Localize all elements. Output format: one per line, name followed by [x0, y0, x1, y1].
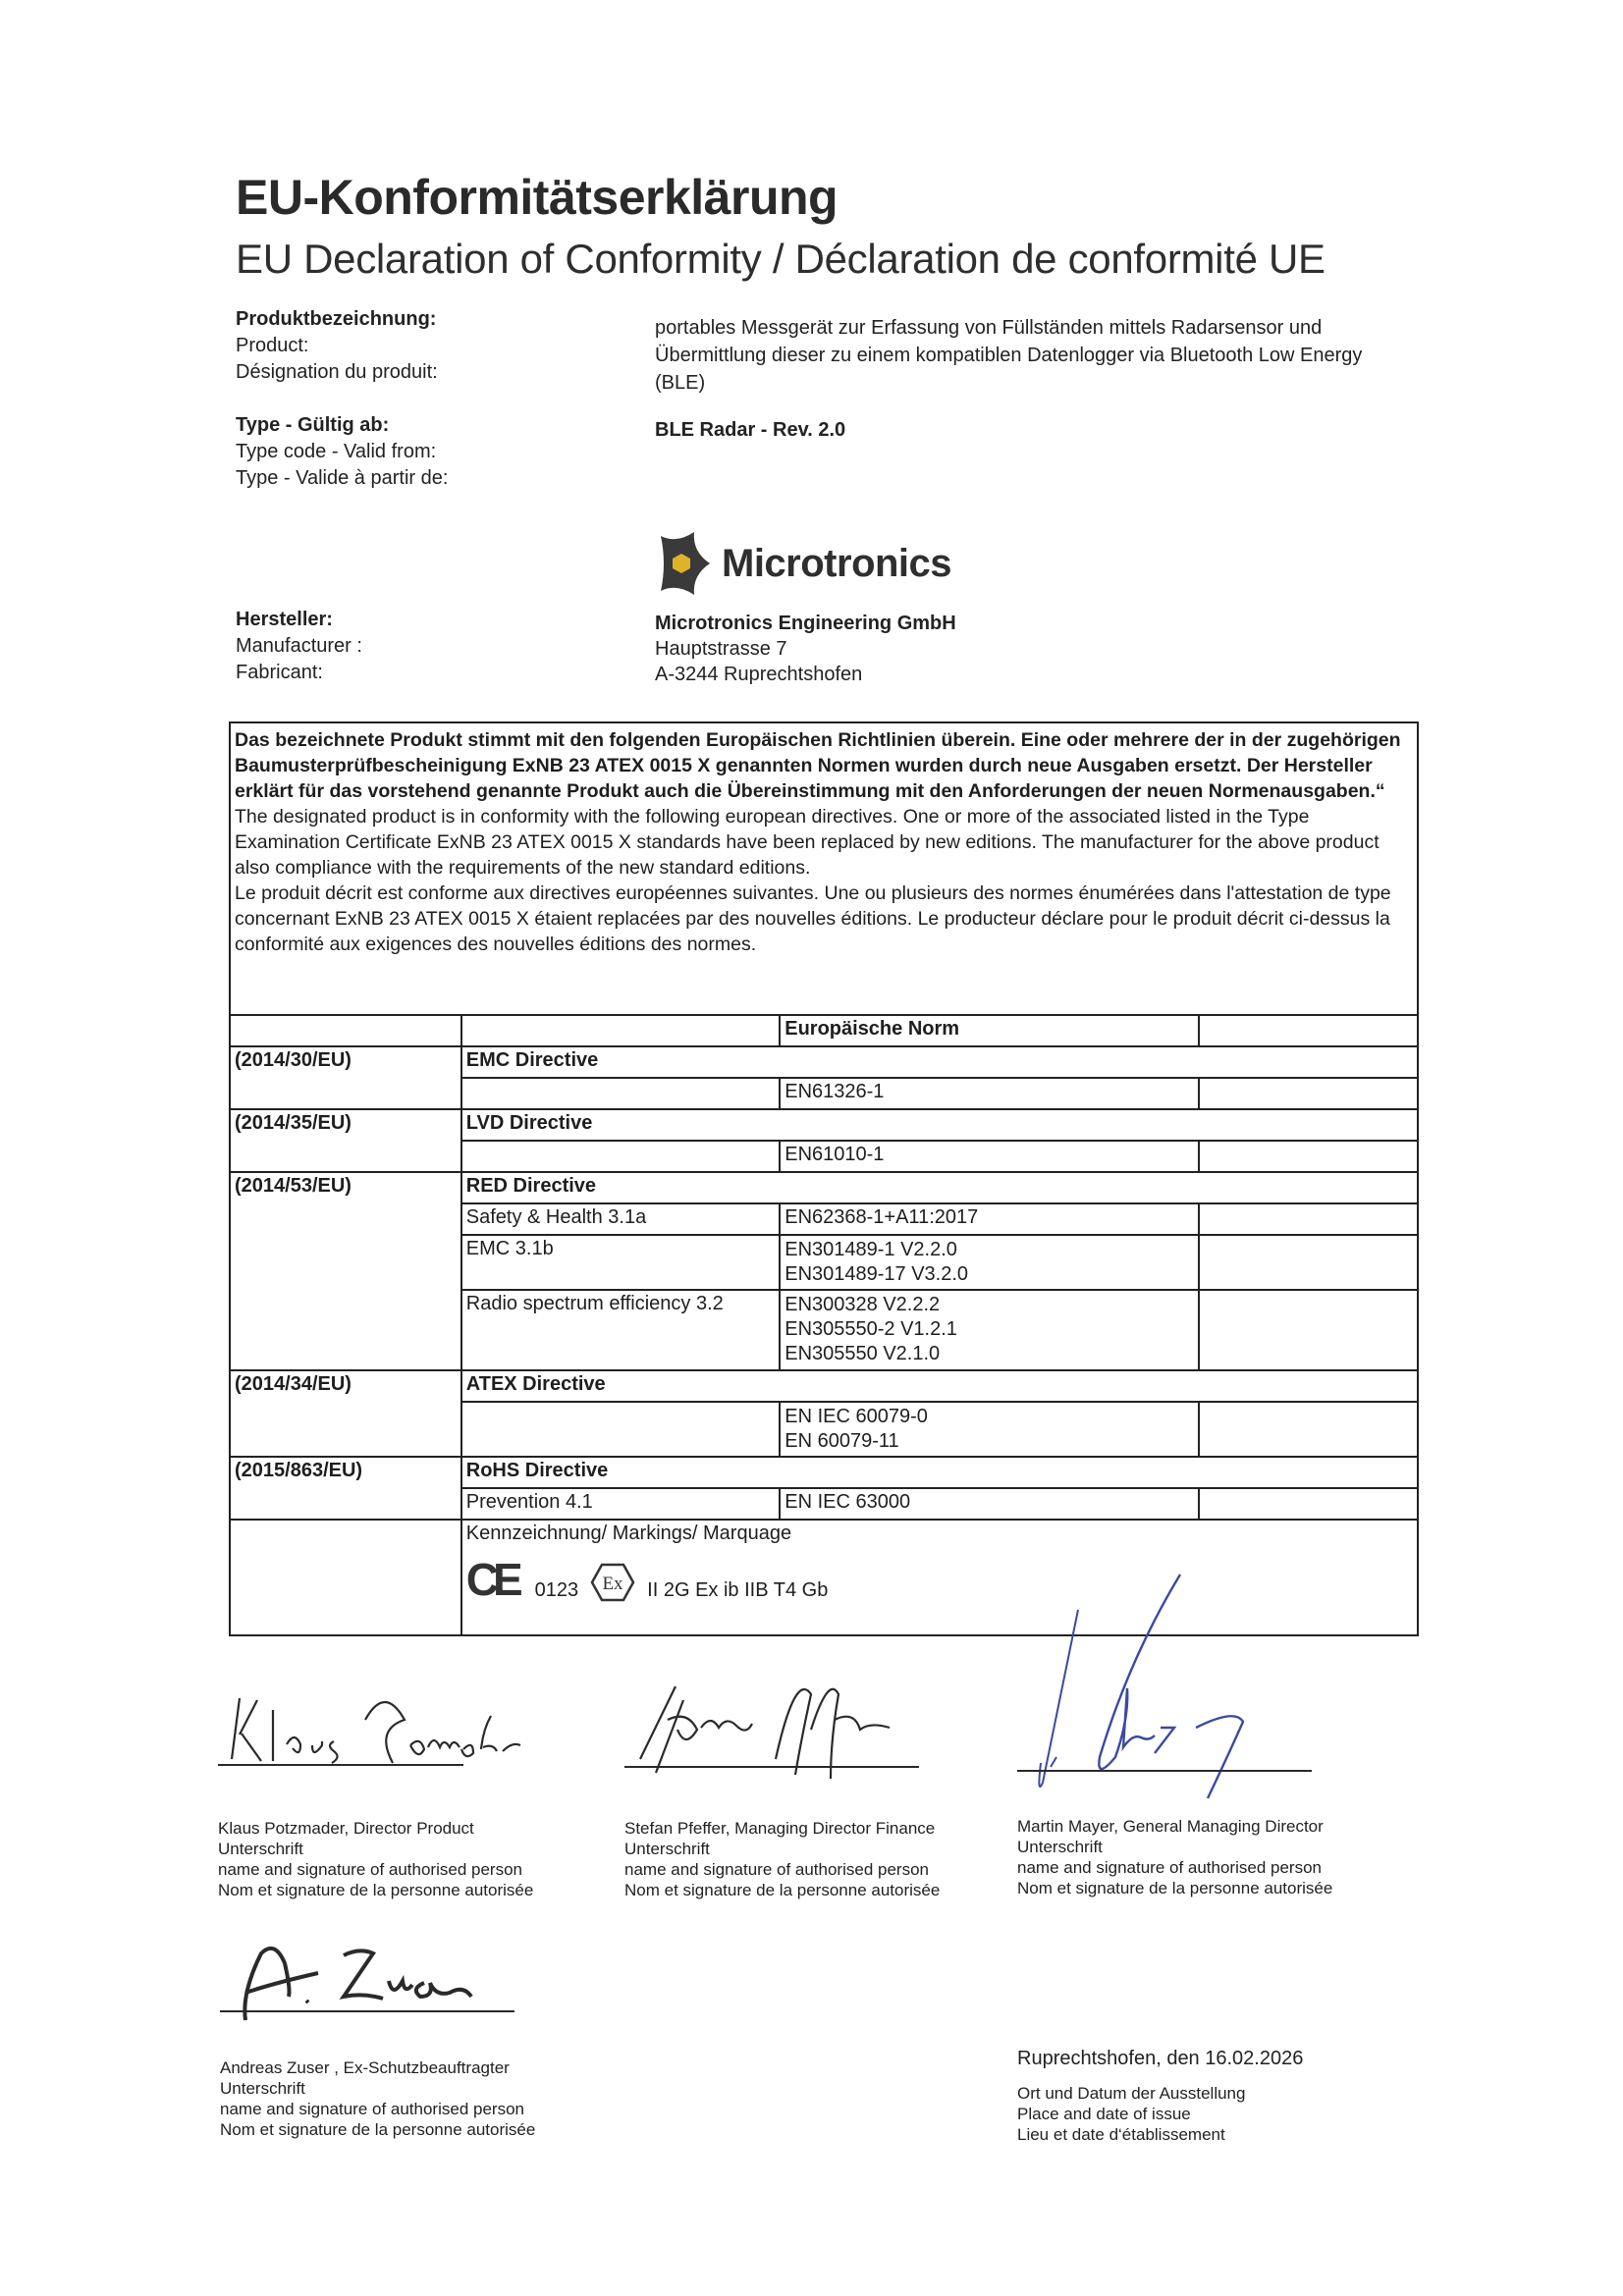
signatory-martin-mayer: Martin Mayer, General Managing Director Unterschrift name and signature of authorised person Nom et signature de la personne autorisée — [1017, 1817, 1333, 1897]
table-row — [230, 1046, 1418, 1078]
microtronics-logo-icon — [655, 530, 712, 597]
ce-mark-icon: CE — [465, 1554, 517, 1605]
header-european-norm: Europäische Norm — [780, 1015, 1198, 1046]
directive-code: (2014/35/EU) — [230, 1109, 461, 1172]
signatory-klaus-potzmader: Klaus Potzmader, Director Product Unterschrift name and signature of authorised person Nom et signature de la personne autorisée — [218, 1819, 534, 1899]
signature-line — [624, 1766, 919, 1768]
type-value: BLE Radar - Rev. 2.0 — [655, 419, 846, 441]
directive-name: RoHS Directive — [461, 1457, 1418, 1488]
norm-cell: EN62368-1+A11:2017 — [780, 1203, 1198, 1235]
norm-cell: EN IEC 63000 — [780, 1488, 1198, 1520]
type-label: Type - Gültig ab: Type code - Valid from: Type - Valide à partir de: — [236, 414, 449, 489]
directive-code: (2015/863/EU) — [230, 1457, 461, 1520]
requirement-cell: Radio spectrum efficiency 3.2 — [461, 1290, 780, 1370]
manufacturer-label: Hersteller: Manufacturer : Fabricant: — [236, 609, 362, 683]
requirement-cell: EMC 3.1b — [461, 1235, 780, 1290]
norm-cell: EN300328 V2.2.2 EN305550-2 V1.2.1 EN305550 V2.1.0 — [780, 1290, 1198, 1370]
document-subtitle: EU Declaration of Conformity / Déclaration de conformité UE — [236, 236, 1325, 282]
table-row — [230, 1172, 1418, 1203]
issue-place-date-labels: Ort und Datum der Ausstellung Place and date of issue Lieu et date d‘établissement — [1017, 2084, 1246, 2144]
table-row — [230, 1457, 1418, 1488]
table-header-row — [230, 1015, 1418, 1046]
norm-cell: EN IEC 60079-0 EN 60079-11 — [780, 1402, 1198, 1457]
directive-name: EMC Directive — [461, 1046, 1418, 1078]
document-title: EU-Konformitätserklärung — [236, 170, 839, 225]
signature-line — [218, 1764, 463, 1766]
directive-name: ATEX Directive — [461, 1370, 1418, 1402]
signature-stefan-pfeffer — [628, 1681, 923, 1789]
directives-table — [229, 1014, 1419, 1636]
manufacturer-address: Microtronics Engineering GmbH Hauptstrasse 7 A-3244 Ruprechtshofen — [655, 613, 956, 685]
directive-code: (2014/34/EU) — [230, 1370, 461, 1457]
norm-cell: EN61326-1 — [780, 1078, 1198, 1109]
directive-code: (2014/30/EU) — [230, 1046, 461, 1109]
directive-name: RED Directive — [461, 1172, 1418, 1203]
signatory-stefan-pfeffer: Stefan Pfeffer, Managing Director Finance Unterschrift name and signature of authorised person Nom et signature de la personne autorisée — [624, 1819, 941, 1899]
directive-code: (2014/53/EU) — [230, 1172, 461, 1370]
requirement-cell: Safety & Health 3.1a — [461, 1203, 780, 1235]
signature-line — [1017, 1770, 1312, 1772]
issue-place-date: Ruprechtshofen, den 16.02.2026 — [1017, 2048, 1304, 2069]
logo-text: Microtronics — [722, 541, 952, 585]
conformity-statement: Das bezeichnete Produkt stimmt mit den folgenden Europäischen Richtlinien überein. Eine oder mehrere der in der zugehörigen Baumusterprüfbescheinigung ExNB 23 ATEX 0015 X genannten Normen wurden durch neue Ausgaben ersetzt. Der Hersteller erklärt für das vorstehend genannte Produkt auch die Übereinstimmung mit den Anforderungen der neuen Normenausgaben.“ The designated product is in conformity with the following european directives. One or more of the associated listed in the Type Examination Certificate ExNB 23 ATEX 0015 X standards have been replaced by new editions. The manufacturer for the above product also compliance with the requirements of the new standard editions. Le produit décrit est conforme aux directives européennes suivantes. Une ou plusieurs des normes énumérées dans l'attestation de type concernant ExNB 23 ATEX 0015 X étaient replacées par des nouvelles éditions. Le producteur déclare pour le produit décrit ci-dessus la conformité aux exigences des nouvelles éditions des normes. — [229, 721, 1419, 1016]
requirement-cell: Prevention 4.1 — [461, 1488, 780, 1520]
svg-text:Ex: Ex — [602, 1574, 623, 1594]
product-value: portables Messgerät zur Erfassung von Füllständen mittels Radarsensor und Übermittlung dieser zu einem kompatiblen Datenlogger via Bluetooth Low Energy (BLE) — [655, 317, 1363, 394]
norm-cell: EN301489-1 V2.2.0 EN301489-17 V3.2.0 — [780, 1235, 1198, 1290]
company-logo — [655, 530, 951, 597]
notified-body-number: 0123 — [534, 1579, 579, 1601]
markings-label: Kennzeichnung/ Markings/ Marquage — [465, 1522, 792, 1544]
signatory-andreas-zuser: Andreas Zuser , Ex-Schutzbeauftragter Unterschrift name and signature of authorised person Nom et signature de la personne autorisée — [220, 2058, 536, 2139]
norm-cell: EN61010-1 — [780, 1141, 1198, 1172]
atex-marking-code: II 2G Ex ib IIB T4 Gb — [647, 1579, 829, 1601]
signature-andreas-zuser — [216, 1934, 511, 2022]
table-row — [230, 1109, 1418, 1141]
ex-hexagon-icon — [590, 1563, 635, 1602]
table-row — [230, 1370, 1418, 1402]
signature-klaus-potzmader — [218, 1690, 522, 1769]
directive-name: LVD Directive — [461, 1109, 1418, 1141]
signature-line — [220, 2010, 514, 2012]
product-label: Produktbezeichnung: Product: Désignation du produit: — [236, 308, 438, 383]
